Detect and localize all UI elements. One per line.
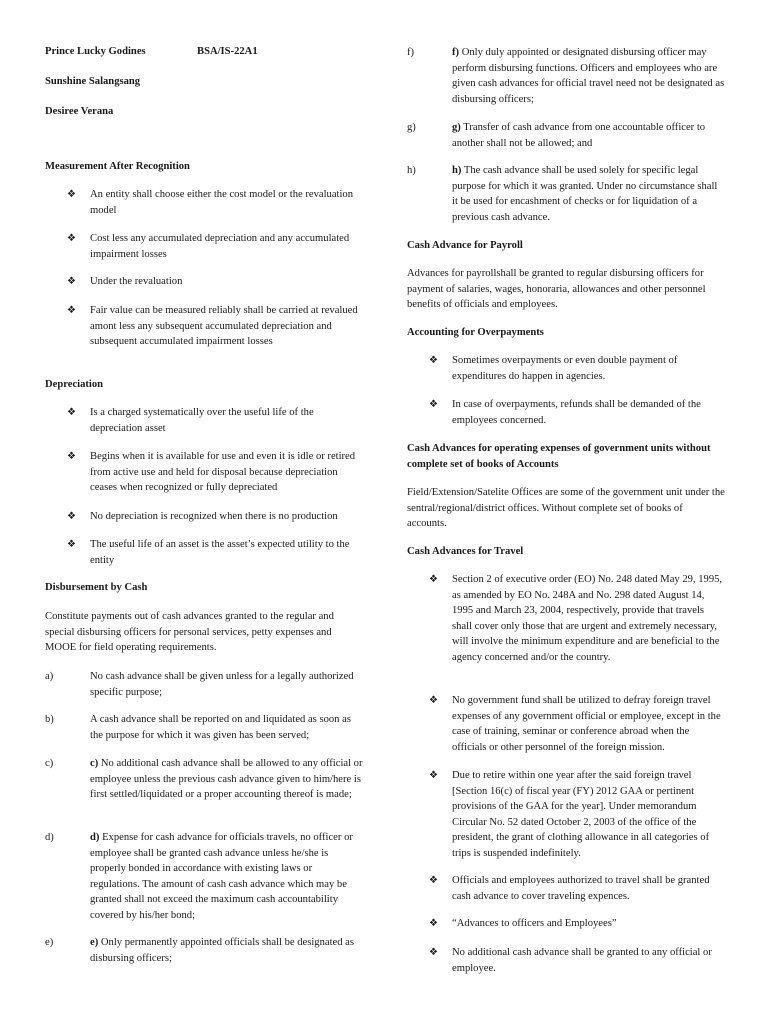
list-item: ❖ No government fund shall be utilized to defray foreign travel expenses of any government official or employee, except in the case of training, seminar or conference abroad when the officials or other personnel of the foreign mission. — [429, 695, 721, 753]
list-item: ❖ The useful life of an asset is the asset’s expected utility to the entity — [67, 539, 350, 566]
operating-text: Field/Extension/Satelite Offices are some of the government unit under the sentral/regional/district offices. Without complete set of books of accounts. — [407, 487, 725, 530]
payroll-text: Advances for payrollshall be granted to regular disbursing officers for payment of salaries, wages, honoraria, allowances and other personnel benefits of officials and employees. — [407, 268, 706, 311]
bullet-diamond-icon: ❖ — [67, 305, 76, 316]
list-item: ❖ Cost less any accumulated depreciation and any accumulated impairment losses — [67, 233, 350, 260]
item-bold-label: h) — [452, 165, 462, 176]
section-heading-depreciation: Depreciation — [45, 379, 104, 390]
author-name-3: Desiree Verana — [45, 106, 114, 117]
list-item: ❖ “Advances to officers and Employees” — [407, 916, 725, 932]
bullet-diamond-icon: ❖ — [67, 233, 76, 244]
list-item: ❖ Fair value can be measured reliably shall be carried at revalued amont less any subsequent accumulated depreciation and subsequent accumulated impairment losses — [67, 305, 358, 348]
bullet-diamond-icon: ❖ — [67, 407, 76, 418]
list-item: ❖ No depreciation is recognized when there is no production — [45, 509, 363, 525]
author-name-2: Sunshine Salangsang — [45, 76, 141, 87]
list-item: f) f) Only duly appointed or designated disbursing officer may perform disbursing functions. Officers and employees who are given cash advances for official travel need not be designated as disbursing officers; — [407, 47, 725, 105]
bullet-diamond-icon: ❖ — [429, 770, 438, 781]
list-item: ❖ An entity shall choose either the cost model or the revaluation model — [67, 189, 354, 216]
list-item: ❖ Section 2 of executive order (EO) No. 248 dated May 29, 1995, as amended by EO No. 248A and No. 298 dated August 14, 1995 and March 23, 2004, respectively, provide that travels shall cover only those that are urgent and extremely necessary, will involve the minimum expenditure and are beneficial to the agency concerned and/or the country. — [429, 574, 723, 663]
item-marker: d) — [45, 832, 54, 843]
bullet-diamond-icon: ❖ — [429, 574, 438, 585]
item-marker: e) — [45, 937, 54, 948]
list-item: g) g) Transfer of cash advance from one accountable officer to another shall not be allowed; and — [407, 122, 706, 149]
list-item: ❖ Sometimes overpayments or even double payment of expenditures do happen in agencies. — [429, 355, 678, 382]
item-marker: a) — [45, 671, 54, 682]
bullet-diamond-icon: ❖ — [67, 539, 76, 550]
item-marker: b) — [45, 714, 54, 725]
bullet-diamond-icon: ❖ — [429, 355, 438, 366]
bullet-diamond-icon: ❖ — [429, 918, 438, 929]
list-item: ❖ No additional cash advance shall be granted to any official or employee. — [429, 947, 712, 974]
list-item: h) h) The cash advance shall be used solely for specific legal purpose for which it was granted. Under no circumstance shall it be used for encashment of checks or for liquidation of a previous cash advance. — [407, 165, 718, 223]
bullet-diamond-icon: ❖ — [429, 875, 438, 886]
disbursement-intro: Constitute payments out of cash advances granted to the regular and special disbursing officers for personal services, petty expenses and MOOE for field operating requirements. — [45, 611, 334, 654]
item-bold-label: c) — [90, 758, 99, 769]
item-bold-label: g) — [452, 122, 461, 133]
section-heading-payroll: Cash Advance for Payroll — [407, 240, 523, 251]
bullet-diamond-icon: ❖ — [429, 399, 438, 410]
item-bold-label: d) — [90, 832, 100, 843]
section-heading-disbursement: Disbursement by Cash — [45, 582, 148, 593]
bullet-diamond-icon: ❖ — [429, 695, 438, 706]
section-heading-travel: Cash Advances for Travel — [407, 546, 524, 557]
bullet-diamond-icon: ❖ — [67, 511, 76, 522]
list-item: ❖ Officials and employees authorized to travel shall be granted cash advance to cover traveling expences. — [429, 875, 710, 902]
item-marker: h) — [407, 165, 416, 176]
bullet-diamond-icon: ❖ — [67, 451, 76, 462]
section-heading-operating: Cash Advances for operating expenses of government units without complete set of books of Accounts — [407, 443, 711, 470]
bullet-diamond-icon: ❖ — [429, 947, 438, 958]
list-item: ❖ Begins when it is available for use and even it is idle or retired from active use and held for disposal because depreciation ceases when recognized or fully depreciated — [67, 451, 356, 494]
author-name: Prince Lucky Godines — [45, 46, 146, 57]
item-bold-label: f) — [452, 47, 460, 58]
list-item: b) A cash advance shall be reported on and liquidated as soon as the purpose for which it was given has been served; — [45, 714, 351, 741]
list-item: ❖ Is a charged systematically over the useful life of the depreciation asset — [67, 407, 314, 434]
item-marker: f) — [407, 47, 415, 58]
list-item: ❖ Due to retire within one year after the said foreign travel [Section 16(c) of fiscal year (FY) 2012 GAA or pertinent provisions of the GAA for the year]. Under memorandum Circular No. 52 dated October 2, 2003 of the office of the president, the grant of clothing allowance in all categories of trips is suspended indefinitely. — [429, 770, 710, 859]
course-code: BSA/IS-22A1 — [197, 46, 258, 57]
list-item: c) c) No additional cash advance shall be allowed to any official or employee unless the previous cash advance given to him/here is first settled/liquidated or a proper accounting thereof is made; — [45, 758, 363, 801]
section-heading-overpayments: Accounting for Overpayments — [407, 327, 544, 338]
list-item: d) d) Expense for cash advance for officials travels, no officer or employee shall be granted cash advance unless he/she is properly bonded in accordance with existing laws or regulations. The amount of cash cash advance which may be granted shall not exceed the maximum cash accountability covered by his/her bond; — [45, 832, 353, 921]
item-marker: g) — [407, 122, 416, 133]
bullet-diamond-icon: ❖ — [67, 276, 76, 287]
list-item: ❖ In case of overpayments, refunds shall be demanded of the employees concerned. — [429, 399, 701, 426]
list-item: ❖ Under the revaluation — [45, 274, 363, 290]
item-bold-label: e) — [90, 937, 99, 948]
section-heading-measurement: Measurement After Recognition — [45, 161, 190, 172]
item-marker: c) — [45, 758, 54, 769]
author-name-1 — [45, 44, 363, 60]
list-item: a) No cash advance shall be given unless for a legally authorized specific purpose; — [45, 671, 354, 698]
bullet-diamond-icon: ❖ — [67, 189, 76, 200]
list-item: e) e) Only permanently appointed officials shall be designated as disbursing officers; — [45, 937, 354, 964]
